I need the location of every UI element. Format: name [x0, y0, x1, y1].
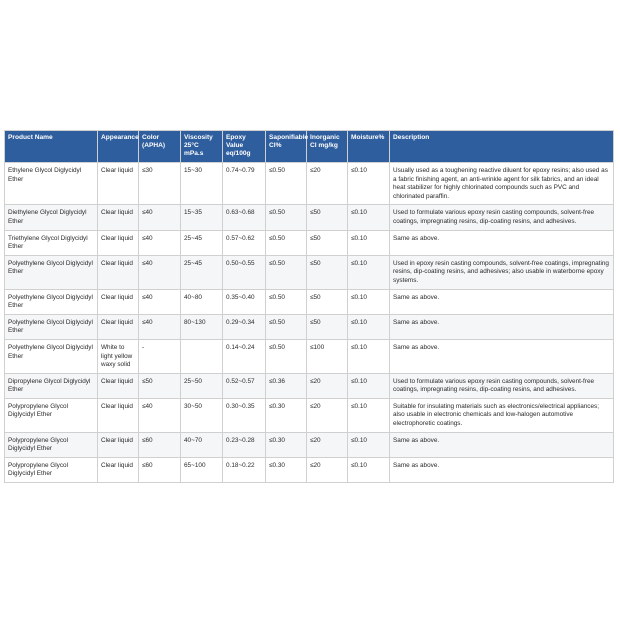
spec-sheet	[4, 130, 614, 483]
cell-epoxy-value: 0.23~0.28	[223, 432, 266, 457]
cell-appearance: White to light yellow waxy solid	[98, 339, 139, 373]
cell-viscosity: 25~45	[181, 255, 223, 289]
table-body	[5, 163, 614, 483]
cell-color: ≤40	[139, 398, 181, 432]
cell-saponifiable-cl: ≤0.50	[266, 255, 307, 289]
cell-viscosity: 15~30	[181, 163, 223, 205]
cell-product-name: Polyethylene Glycol Diglycidyl Ether	[5, 255, 98, 289]
cell-inorganic-cl: ≤100	[307, 339, 348, 373]
cell-moisture: ≤0.10	[348, 457, 390, 482]
cell-moisture: ≤0.10	[348, 205, 390, 230]
cell-inorganic-cl: ≤50	[307, 205, 348, 230]
header-product-name: Product Name	[5, 131, 98, 163]
table-row	[5, 255, 614, 289]
cell-epoxy-value: 0.30~0.35	[223, 398, 266, 432]
cell-appearance: Clear liquid	[98, 432, 139, 457]
cell-description: Same as above.	[390, 230, 614, 255]
cell-description: Suitable for insulating materials such as electronics/electrical appliances; also usable in electronic chemicals and low-halogen automotive electrophoretic coatings.	[390, 398, 614, 432]
cell-inorganic-cl: ≤50	[307, 255, 348, 289]
table-row	[5, 339, 614, 373]
table-row	[5, 432, 614, 457]
cell-saponifiable-cl: ≤0.50	[266, 314, 307, 339]
cell-inorganic-cl: ≤20	[307, 457, 348, 482]
cell-moisture: ≤0.10	[348, 432, 390, 457]
cell-color: ≤40	[139, 230, 181, 255]
cell-appearance: Clear liquid	[98, 457, 139, 482]
cell-epoxy-value: 0.29~0.34	[223, 314, 266, 339]
cell-product-name: Diethylene Glycol Diglycidyl Ether	[5, 205, 98, 230]
cell-moisture: ≤0.10	[348, 373, 390, 398]
header-appearance: Appearance	[98, 131, 139, 163]
cell-appearance: Clear liquid	[98, 373, 139, 398]
cell-moisture: ≤0.10	[348, 163, 390, 205]
header-moisture: Moisture%	[348, 131, 390, 163]
cell-color: ≤60	[139, 457, 181, 482]
cell-moisture: ≤0.10	[348, 289, 390, 314]
cell-viscosity: 65~100	[181, 457, 223, 482]
cell-saponifiable-cl: ≤0.30	[266, 457, 307, 482]
cell-product-name: Polypropylene Glycol Diglycidyl Ether	[5, 432, 98, 457]
cell-description: Same as above.	[390, 339, 614, 373]
cell-viscosity	[181, 339, 223, 373]
cell-saponifiable-cl: ≤0.50	[266, 230, 307, 255]
cell-description: Same as above.	[390, 457, 614, 482]
cell-product-name: Polypropylene Glycol Diglycidyl Ether	[5, 398, 98, 432]
cell-appearance: Clear liquid	[98, 398, 139, 432]
cell-inorganic-cl: ≤20	[307, 432, 348, 457]
cell-appearance: Clear liquid	[98, 314, 139, 339]
cell-inorganic-cl: ≤20	[307, 398, 348, 432]
cell-saponifiable-cl: ≤0.30	[266, 398, 307, 432]
cell-product-name: Polypropylene Glycol Diglycidyl Ether	[5, 457, 98, 482]
cell-color: ≤40	[139, 289, 181, 314]
cell-description: Used in epoxy resin casting compounds, solvent-free coatings, impregnating resins, dip-coating resins, and adhesives; also usable in waterborne epoxy systems.	[390, 255, 614, 289]
cell-description: Used to formulate various epoxy resin casting compounds, solvent-free coatings, impregnating resins, dip-coating resins, and adhesives.	[390, 205, 614, 230]
cell-appearance: Clear liquid	[98, 289, 139, 314]
table-header	[5, 131, 614, 163]
cell-color: ≤40	[139, 314, 181, 339]
cell-moisture: ≤0.10	[348, 230, 390, 255]
cell-product-name: Polyethylene Glycol Diglycidyl Ether	[5, 339, 98, 373]
cell-description: Usually used as a toughening reactive diluent for epoxy resins; also used as a fabric finishing agent, an anti-wrinkle agent for silk fabrics, and an ideal heat stabilizer for highly chlorinated compounds such as PVC and chlorinated paraffin.	[390, 163, 614, 205]
cell-moisture: ≤0.10	[348, 398, 390, 432]
cell-product-name: Ethylene Glycol Diglycidyl Ether	[5, 163, 98, 205]
cell-viscosity: 15~35	[181, 205, 223, 230]
header-inorganic-cl: Inorganic Cl mg/kg	[307, 131, 348, 163]
cell-viscosity: 40~80	[181, 289, 223, 314]
table-row	[5, 205, 614, 230]
cell-epoxy-value: 0.18~0.22	[223, 457, 266, 482]
cell-epoxy-value: 0.50~0.55	[223, 255, 266, 289]
header-epoxy-value: Epoxy Value eq/100g	[223, 131, 266, 163]
cell-color: ≤50	[139, 373, 181, 398]
cell-product-name: Triethylene Glycol Diglycidyl Ether	[5, 230, 98, 255]
cell-inorganic-cl: ≤50	[307, 289, 348, 314]
cell-inorganic-cl: ≤20	[307, 163, 348, 205]
table-row	[5, 289, 614, 314]
cell-epoxy-value: 0.14~0.24	[223, 339, 266, 373]
cell-appearance: Clear liquid	[98, 205, 139, 230]
cell-description: Same as above.	[390, 289, 614, 314]
cell-viscosity: 80~130	[181, 314, 223, 339]
cell-inorganic-cl: ≤50	[307, 230, 348, 255]
table-row	[5, 457, 614, 482]
cell-epoxy-value: 0.57~0.62	[223, 230, 266, 255]
header-viscosity: Viscosity 25°C mPa.s	[181, 131, 223, 163]
cell-viscosity: 25~50	[181, 373, 223, 398]
table-row	[5, 314, 614, 339]
cell-description: Same as above.	[390, 314, 614, 339]
cell-viscosity: 30~50	[181, 398, 223, 432]
product-spec-table	[4, 130, 614, 483]
cell-epoxy-value: 0.35~0.40	[223, 289, 266, 314]
cell-color: ≤60	[139, 432, 181, 457]
cell-description: Same as above.	[390, 432, 614, 457]
cell-appearance: Clear liquid	[98, 230, 139, 255]
cell-viscosity: 25~45	[181, 230, 223, 255]
cell-saponifiable-cl: ≤0.30	[266, 432, 307, 457]
cell-saponifiable-cl: ≤0.50	[266, 339, 307, 373]
table-row	[5, 230, 614, 255]
cell-saponifiable-cl: ≤0.50	[266, 205, 307, 230]
cell-inorganic-cl: ≤50	[307, 314, 348, 339]
cell-appearance: Clear liquid	[98, 163, 139, 205]
header-row	[5, 131, 614, 163]
cell-appearance: Clear liquid	[98, 255, 139, 289]
cell-color: ≤40	[139, 255, 181, 289]
cell-product-name: Dipropylene Glycol Diglycidyl Ether	[5, 373, 98, 398]
cell-epoxy-value: 0.63~0.68	[223, 205, 266, 230]
cell-moisture: ≤0.10	[348, 339, 390, 373]
cell-viscosity: 40~70	[181, 432, 223, 457]
cell-color: ≤40	[139, 205, 181, 230]
table-row	[5, 398, 614, 432]
table-row	[5, 373, 614, 398]
table-row	[5, 163, 614, 205]
cell-moisture: ≤0.10	[348, 255, 390, 289]
cell-inorganic-cl: ≤20	[307, 373, 348, 398]
cell-product-name: Polyethylene Glycol Diglycidyl Ether	[5, 314, 98, 339]
cell-color: ≤30	[139, 163, 181, 205]
cell-saponifiable-cl: ≤0.36	[266, 373, 307, 398]
header-saponifiable-cl: Saponifiable Cl%	[266, 131, 307, 163]
cell-product-name: Polyethylene Glycol Diglycidyl Ether	[5, 289, 98, 314]
cell-description: Used to formulate various epoxy resin casting compounds, solvent-free coatings, impregnating resins, dip-coating resins, and adhesives.	[390, 373, 614, 398]
header-color: Color (APHA)	[139, 131, 181, 163]
cell-moisture: ≤0.10	[348, 314, 390, 339]
cell-epoxy-value: 0.52~0.57	[223, 373, 266, 398]
cell-color: -	[139, 339, 181, 373]
cell-epoxy-value: 0.74~0.79	[223, 163, 266, 205]
cell-saponifiable-cl: ≤0.50	[266, 289, 307, 314]
cell-saponifiable-cl: ≤0.50	[266, 163, 307, 205]
header-description: Description	[390, 131, 614, 163]
